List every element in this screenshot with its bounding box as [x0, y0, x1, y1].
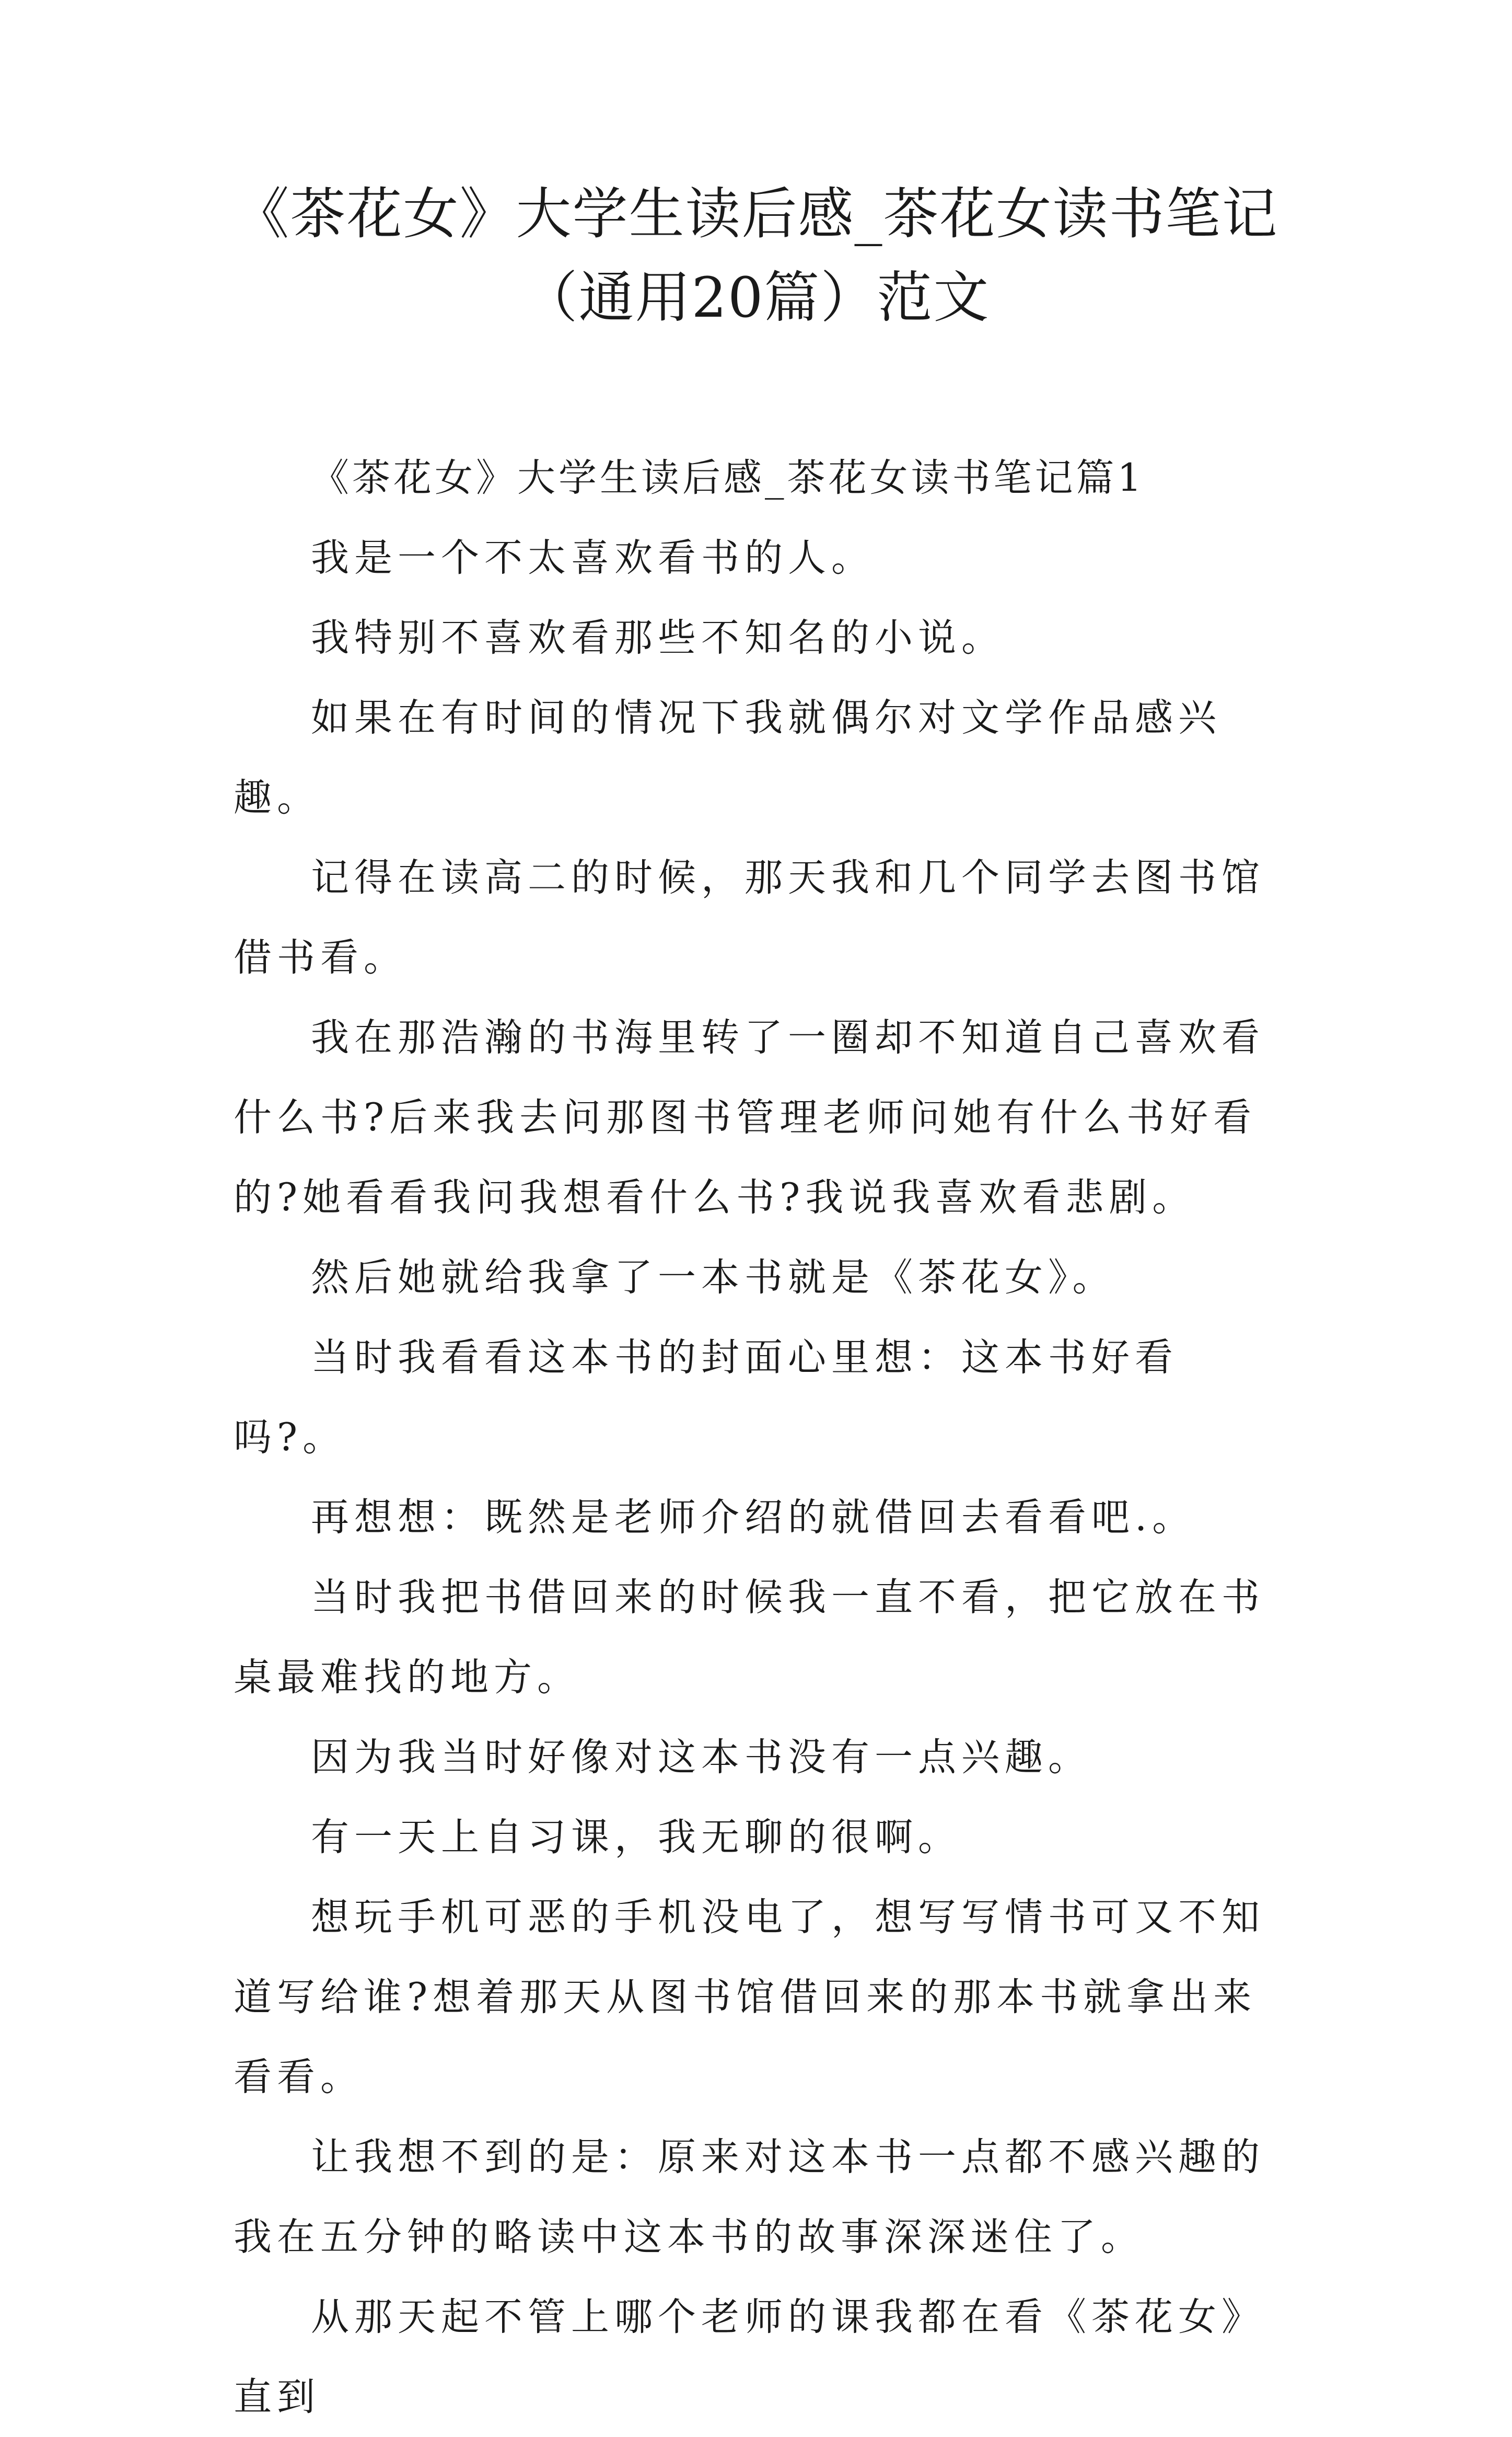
title-line-1: 《茶花女》大学生读后感_茶花女读书笔记 — [234, 182, 1278, 246]
paragraph: 我是一个不太喜欢看书的人。 — [311, 536, 875, 580]
paragraph: 我在那浩瀚的书海里转了一圈却不知道自己喜欢看什么书?后来我去问那图书管理老师问她有什么书好看的?她看看我问我想看什么书?我说我喜欢看悲剧。 — [234, 1015, 1265, 1220]
paragraph: 记得在读高二的时候，那天我和几个同学去图书馆借书看。 — [234, 856, 1265, 980]
section-heading: 《茶花女》大学生读后感_茶花女读书笔记篇1 — [311, 456, 1145, 500]
document-title — [157, 172, 1355, 340]
paragraph: 当时我看看这本书的封面心里想：这本书好看吗?。 — [234, 1335, 1178, 1460]
paragraph: 我特别不喜欢看那些不知名的小说。 — [311, 616, 1005, 660]
paragraph: 然后她就给我拿了一本书就是《茶花女》。 — [311, 1255, 1116, 1300]
document-body — [234, 438, 1289, 2437]
paragraph: 有一天上自习课，我无聊的很啊。 — [311, 1815, 961, 1859]
paragraph: 再想想：既然是老师介绍的就借回去看看吧.。 — [311, 1495, 1196, 1540]
paragraph: 如果在有时间的情况下我就偶尔对文学作品感兴趣。 — [234, 696, 1222, 820]
paragraph: 想玩手机可恶的手机没电了，想写写情书可又不知道写给谁?想着那天从图书馆借回来的那本书就拿出来看看。 — [234, 1895, 1265, 2099]
paragraph: 从那天起不管上哪个老师的课我都在看《茶花女》直到 — [234, 2295, 1265, 2419]
paragraph: 当时我把书借回来的时候我一直不看，把它放在书桌最难找的地方。 — [234, 1575, 1265, 1700]
title-line-2: （通用20篇）范文 — [522, 265, 990, 330]
paragraph: 让我想不到的是：原来对这本书一点都不感兴趣的我在五分钟的略读中这本书的故事深深迷住了。 — [234, 2135, 1265, 2259]
paragraph: 因为我当时好像对这本书没有一点兴趣。 — [311, 1735, 1091, 1780]
